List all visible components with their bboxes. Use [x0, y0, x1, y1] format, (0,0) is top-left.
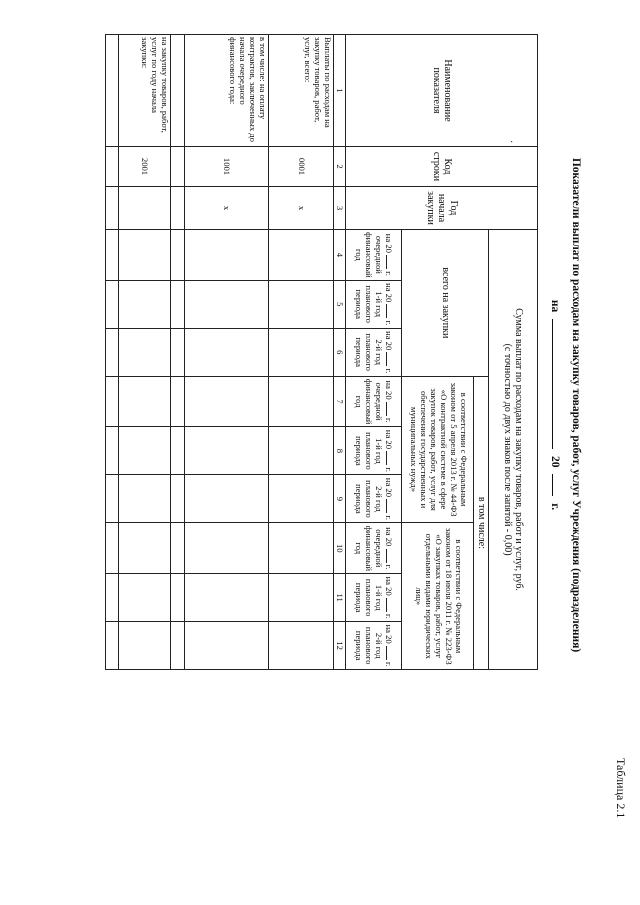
table-row [170, 35, 184, 670]
header-sum-text: Сумма выплат по расходам на закупку товаров, работ и услуг, руб. [513, 308, 525, 591]
col-number: 7 [333, 376, 346, 427]
col-number: 4 [333, 230, 346, 281]
period-current: на 20 г. очередной финансовый год [346, 230, 402, 281]
row-name [105, 35, 118, 147]
col-number: 10 [333, 523, 346, 574]
header-name: Наименование показателя [346, 35, 538, 147]
table-label: Таблица 2.1 [614, 758, 628, 819]
col-number: 5 [333, 280, 346, 328]
row-year [170, 187, 184, 230]
column-number-row [333, 35, 346, 670]
header-code: Код строки [346, 147, 538, 187]
row-year: х [184, 187, 268, 230]
row-name: в том числе: на оплату контрактов, заключенных до начала очередного финансового года: [184, 35, 268, 147]
col-number: 9 [333, 475, 346, 523]
table-row [184, 35, 268, 670]
period-second: на 20 г. 2-й год планового периода [346, 475, 402, 523]
row-name [170, 35, 184, 147]
page-subtitle [549, 60, 564, 750]
period-second: на 20 г. 2-й год планового периода [346, 622, 402, 670]
row-name: на закупку товаров, работ, услуг по году начала закупки: [118, 35, 170, 147]
header-total: всего на закупки [402, 230, 489, 377]
year-blank [552, 474, 564, 496]
subtitle-suffix: г. [549, 503, 561, 511]
col-number: 11 [333, 574, 346, 622]
date-blank [552, 319, 564, 449]
col-number: 12 [333, 622, 346, 670]
col-number: 1 [333, 35, 346, 147]
header-law44: в соответствии с Федеральным законом от 5 апреля 2013 г. № 44-ФЗ «О контрактной системе в сфере закупок товаров, работ, услуг для обеспечения государственных и муниципальных нужд» [402, 376, 474, 523]
subtitle-prefix: на [549, 299, 561, 313]
scan-mark: · [505, 140, 516, 144]
subtitle-year-prefix: 20 [549, 456, 561, 468]
row-code [105, 147, 118, 187]
period-first: на 20 г. 1-й год планового периода [346, 574, 402, 622]
table-row [268, 35, 333, 670]
row-code: 0001 [268, 147, 333, 187]
page-title: Показатели выплат по расходам на закупку товаров, работ, услуг Учреждения (подразделения) [570, 157, 582, 653]
row-code [170, 147, 184, 187]
header-year: Год начала закупки [346, 187, 538, 230]
col-number: 2 [333, 147, 346, 187]
row-code: 1001 [184, 147, 268, 187]
period-first: на 20 г. 1-й год планового периода [346, 280, 402, 328]
period-second: на 20 г. 2-й год планового периода [346, 328, 402, 376]
col-number: 3 [333, 187, 346, 230]
row-year [118, 187, 170, 230]
period-current: на 20 г. очередной финансовый год [346, 376, 402, 427]
header-sum [489, 230, 538, 670]
row-year [105, 187, 118, 230]
table-row [118, 35, 170, 670]
indicators-table [105, 34, 538, 670]
col-number: 6 [333, 328, 346, 376]
header-including: в том числе: [474, 376, 489, 669]
row-code: 2001 [118, 147, 170, 187]
row-name: Выплаты по расходам на закупку товаров, работ, услуг, всего: [268, 35, 333, 147]
row-year: х [268, 187, 333, 230]
header-law223: в соответствии с Федеральным законом от 18 июля 2011 г. № 223-ФЗ «О закупках товаров, работ, услуг отдельными видами юридических лиц» [402, 523, 474, 670]
period-current: на 20 г. очередной финансовый год [346, 523, 402, 574]
period-first: на 20 г. 1-й год планового периода [346, 427, 402, 475]
header-sum-precision: (с точностью до двух знаков после запятой - 0,00) [502, 343, 513, 556]
table-row [105, 35, 118, 670]
col-number: 8 [333, 427, 346, 475]
